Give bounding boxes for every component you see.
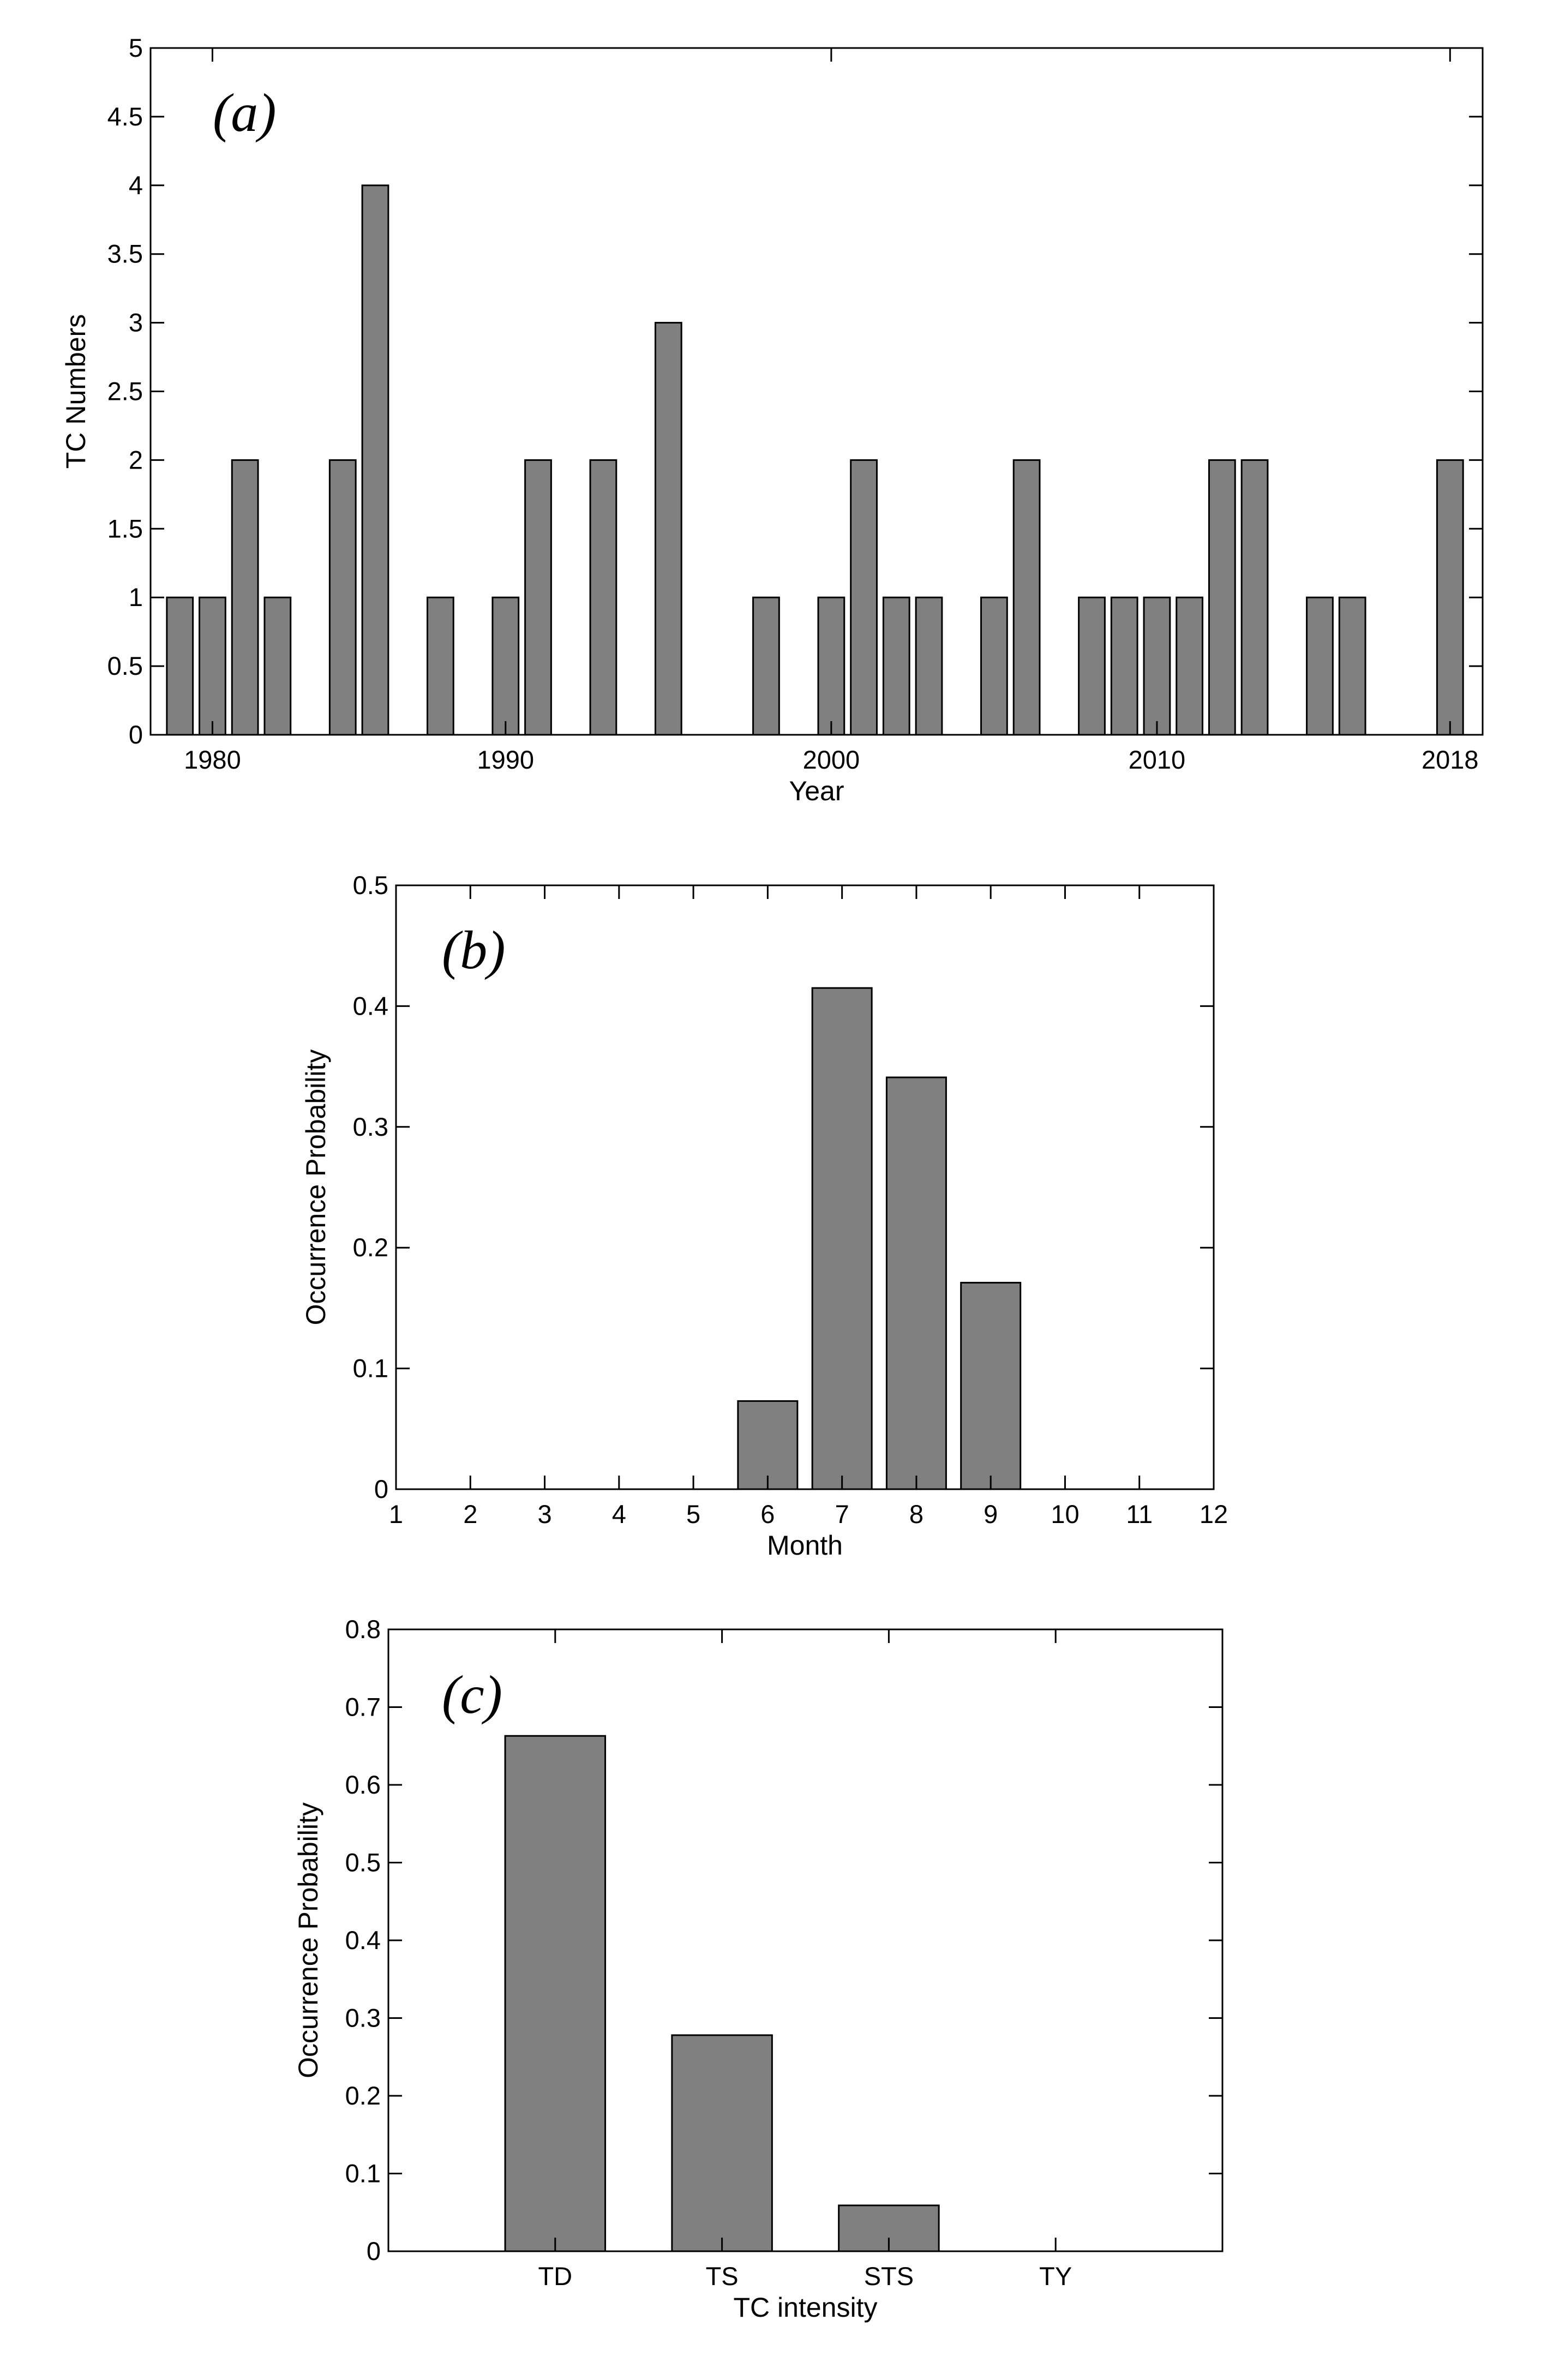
bar [493,597,519,735]
y-axis-label: TC Numbers [61,314,91,469]
bar [329,460,356,735]
x-tick-label: 7 [835,1500,849,1528]
y-tick-label: 0.1 [352,1353,388,1383]
x-tick-label: 11 [1126,1500,1153,1528]
bar [1209,460,1235,735]
bar [428,597,454,735]
chart-panel-a [61,33,1483,806]
chart-panel-c [293,1615,1222,2323]
x-tick-label: 12 [1199,1500,1228,1528]
y-tick-label: 5 [128,33,143,62]
x-tick-label: 1990 [477,745,535,774]
y-tick-label: 0.4 [345,1926,381,1955]
panel-label: (b) [442,920,506,980]
y-tick-label: 0.6 [345,1770,381,1799]
x-tick-label: TS [705,2262,739,2291]
y-tick-label: 0.3 [345,2003,381,2033]
y-tick-label: 0.8 [345,1615,381,1644]
bar [1079,597,1105,735]
y-tick-label: 0.1 [345,2159,381,2188]
panel-label: (c) [442,1664,502,1725]
bar [590,460,616,735]
y-tick-label: 0.5 [345,1848,381,1877]
x-tick-label: 8 [909,1500,924,1528]
x-tick-label: TD [538,2262,573,2291]
y-tick-label: 0 [366,2237,381,2265]
bar [886,1077,946,1489]
y-axis-label: Occurrence Probability [301,1049,331,1326]
bar [655,323,681,735]
y-tick-label: 0 [128,720,143,749]
y-tick-label: 4.5 [107,101,143,131]
bar [1339,597,1365,735]
y-tick-label: 3 [128,308,143,337]
y-tick-label: 0.4 [352,991,388,1021]
x-tick-label: 10 [1051,1500,1080,1528]
y-tick-label: 0.5 [352,871,388,900]
x-tick-label: 1 [388,1500,404,1528]
x-axis-label: Year [789,776,844,806]
x-tick-label: 2 [463,1500,478,1528]
bar [232,460,258,735]
bar [851,460,877,735]
axes-frame [396,885,1214,1489]
y-axis-label: Occurrence Probability [293,1802,323,2078]
bar [1177,597,1203,735]
y-tick-label: 4 [128,170,143,200]
bar [818,597,844,735]
y-tick-label: 3.5 [107,239,143,268]
x-tick-label: TY [1039,2262,1072,2291]
bar [1144,597,1170,735]
bar [505,1736,605,2251]
bar [753,597,780,735]
bar [672,2035,772,2251]
x-tick-label: 2018 [1422,745,1479,774]
y-tick-label: 0 [374,1474,388,1503]
y-tick-label: 0.2 [345,2081,381,2110]
bar [883,597,909,735]
x-tick-label: 3 [537,1500,552,1528]
bar [1111,597,1137,735]
y-tick-label: 2.5 [107,376,143,406]
bar [961,1282,1021,1489]
bar [981,597,1008,735]
bar [265,597,291,735]
bar [916,597,942,735]
y-tick-label: 0.3 [352,1112,388,1141]
panel-label: (a) [213,82,277,143]
x-axis-label: TC intensity [733,2292,878,2323]
bar [1242,460,1268,735]
y-tick-label: 1.5 [107,514,143,543]
x-tick-label: 2000 [802,745,860,774]
chart-panel-b [301,871,1228,1561]
bar [167,597,193,735]
bar [200,597,226,735]
x-tick-label: 9 [984,1500,998,1528]
bar [362,185,388,735]
y-tick-label: 2 [128,445,143,475]
bar [1437,460,1463,735]
x-tick-label: 6 [760,1500,775,1528]
y-tick-label: 0.2 [352,1233,388,1262]
y-tick-label: 1 [128,583,143,612]
x-tick-label: 5 [686,1500,701,1528]
bar [1014,460,1040,735]
x-axis-label: Month [767,1530,843,1561]
bar [1307,597,1333,735]
bar [525,460,551,735]
bar [812,988,872,1489]
x-tick-label: 1980 [184,745,241,774]
x-tick-label: 4 [611,1500,626,1528]
x-tick-label: 2010 [1128,745,1186,774]
y-tick-label: 0.5 [107,651,143,681]
x-tick-label: STS [864,2262,914,2291]
y-tick-label: 0.7 [345,1692,381,1722]
